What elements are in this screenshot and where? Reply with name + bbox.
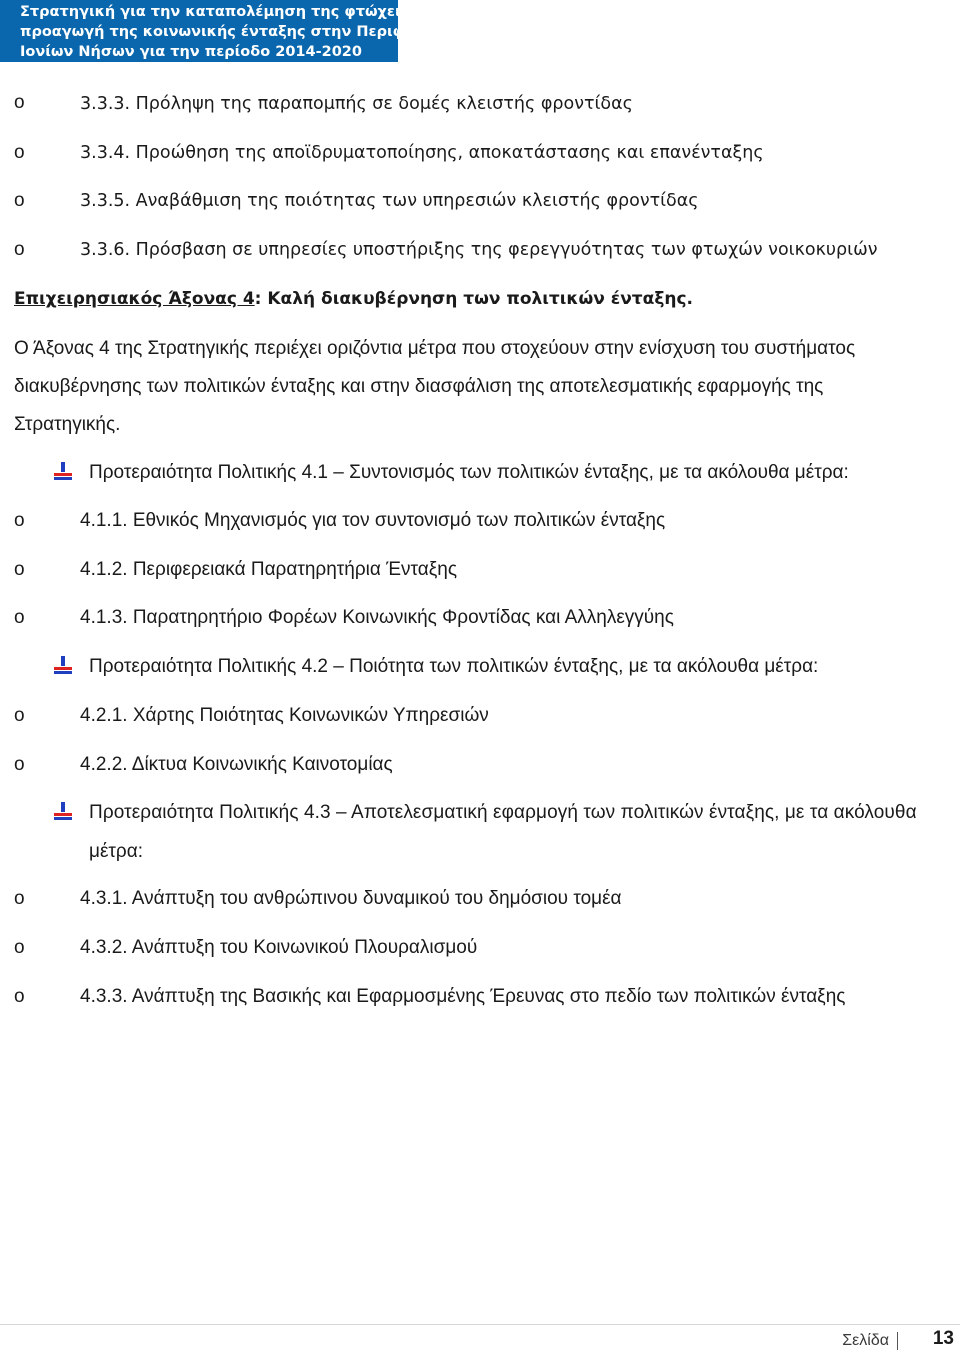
list-bullet: o [14,239,25,260]
header-title-line-1: Στρατηγική για την καταπολέμηση της φτώχειας και [20,4,451,20]
list-bullet: o [14,937,25,958]
priority-title: Προτεραιότητα Πολιτικής 4.3 – Αποτελεσματική εφαρμογή των πολιτικών ένταξης, με τα ακόλουθα [89,802,917,823]
list-bullet: o [14,510,25,531]
list-bullet: o [14,888,25,909]
measure-item: 4.3.1. Ανάπτυξη του ανθρώπινου δυναμικού του δημόσιου τομέα [80,888,622,909]
priority-arrow-icon [54,802,72,820]
list-item: 3.3.3. Πρόληψη της παραπομπής σε δομές κλειστής φροντίδας [80,94,633,114]
measure-item: 4.3.3. Ανάπτυξη της Βασικής και Εφαρμοσμένης Έρευνας στο πεδίο των πολιτικών ένταξης [80,986,846,1007]
list-bullet: o [14,705,25,726]
header-title-line-3: Ιονίων Νήσων για την περίοδο 2014-2020 [20,44,362,60]
header-title-line-2: προαγωγή της κοινωνικής ένταξης στην Περιφέρεια [20,24,447,40]
list-bullet: o [14,92,25,113]
paragraph-line: Ο Άξονας 4 της Στρατηγικής περιέχει οριζόντια μέτρα που στοχεύουν στην ενίσχυση του συστήματος [14,338,856,359]
priority-arrow-icon [54,462,72,480]
list-bullet: o [14,607,25,628]
axis-heading-subtitle: : Καλή διακυβέρνηση των πολιτικών ένταξης. [254,289,694,309]
measure-item: 4.1.1. Εθνικός Μηχανισμός για τον συντονισμό των πολιτικών ένταξης [80,510,666,531]
measure-item: 4.2.2. Δίκτυα Κοινωνικής Καινοτομίας [80,754,393,775]
measure-item: 4.1.2. Περιφερειακά Παρατηρητήρια Ένταξης [80,559,458,580]
list-item: 3.3.6. Πρόσβαση σε υπηρεσίες υποστήριξης της φερεγγυότητας των φτωχών νοικοκυριών [80,240,878,260]
measure-item: 4.1.3. Παρατηρητήριο Φορέων Κοινωνικής Φροντίδας και Αλληλεγγύης [80,607,674,628]
priority-arrow-icon [54,656,72,674]
measure-item: 4.2.1. Χάρτης Ποιότητας Κοινωνικών Υπηρεσιών [80,705,489,726]
page-label: Σελίδα [842,1332,898,1350]
priority-title: Προτεραιότητα Πολιτικής 4.2 – Ποιότητα των πολιτικών ένταξης, με τα ακόλουθα μέτρα: [89,656,819,677]
priority-title: Προτεραιότητα Πολιτικής 4.1 – Συντονισμός των πολιτικών ένταξης, με τα ακόλουθα μέτρα: [89,462,849,483]
page-number: 13 [932,1328,954,1349]
footer-divider [0,1324,960,1325]
priority-title-continued: μέτρα: [89,841,143,862]
paragraph-line: διακυβέρνησης των πολιτικών ένταξης και στην διασφάλιση της αποτελεσματικής εφαρμογής της [14,376,824,397]
measure-item: 4.3.2. Ανάπτυξη του Κοινωνικού Πλουραλισμού [80,937,478,958]
axis-heading [14,289,693,309]
page-footer [0,1324,960,1354]
list-item: 3.3.5. Αναβάθμιση της ποιότητας των υπηρεσιών κλειστής φροντίδας [80,191,699,211]
list-bullet: o [14,559,25,580]
axis-heading-title: Επιχειρησιακός Άξονας 4 [14,289,255,309]
list-bullet: o [14,142,25,163]
list-bullet: o [14,754,25,775]
list-item: 3.3.4. Προώθηση της αποϊδρυματοποίησης, αποκατάστασης και επανένταξης [80,143,764,163]
document-header-banner [0,0,451,62]
paragraph-line: Στρατηγικής. [14,414,121,435]
list-bullet: o [14,190,25,211]
list-bullet: o [14,986,25,1007]
